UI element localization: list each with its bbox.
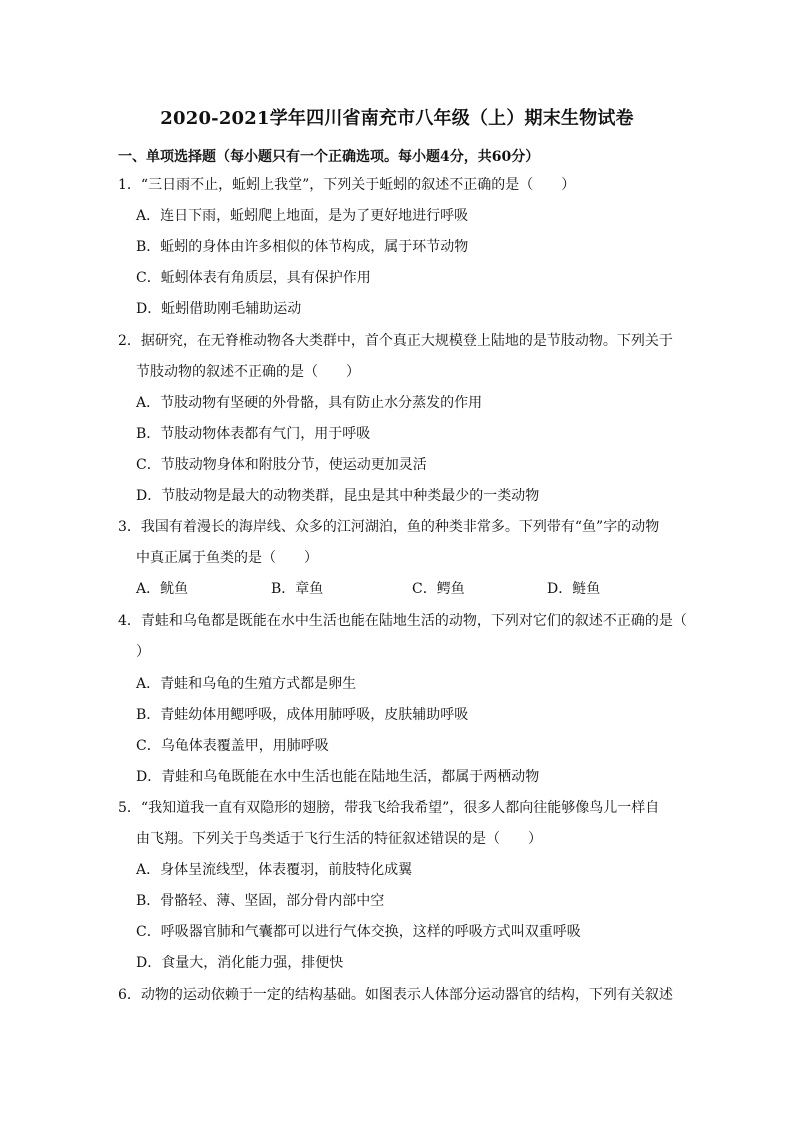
- question-2-option-a: A．节肢动物有坚硬的外骨骼，具有防止水分蒸发的作用: [136, 395, 483, 411]
- question-3-stem-line-1: 3．我国有着漫长的海岸线、众多的江河湖泊，鱼的种类非常多。下列带有“鱼”字的动物: [118, 519, 660, 535]
- question-4-option-a: A．青蛙和乌龟的生殖方式都是卵生: [136, 676, 357, 692]
- question-4-option-c: C．乌龟体表覆盖甲，用肺呼吸: [136, 738, 329, 754]
- question-4-option-b: B．青蛙幼体用鳃呼吸，成体用肺呼吸，皮肤辅助呼吸: [136, 707, 469, 723]
- section-heading: 一、单项选择题（每小题只有一个正确选项。每小题4分，共60分）: [118, 149, 540, 165]
- question-1-stem: 1．“三日雨不止，蚯蚓上我堂”，下列关于蚯蚓的叙述不正确的是（ ）: [118, 177, 576, 193]
- question-3-option-a: A．鱿鱼: [136, 581, 189, 597]
- question-2-option-d: D．节肢动物是最大的动物类群，昆虫是其中种类最少的一类动物: [136, 488, 540, 504]
- question-4-stem-line-2: ）: [136, 644, 150, 660]
- question-1-option-a: A．连日下雨，蚯蚓爬上地面，是为了更好地进行呼吸: [136, 208, 469, 224]
- question-3-option-c: C．鳄鱼: [412, 581, 465, 597]
- question-5-option-b: B．骨骼轻、薄、坚固，部分骨内部中空: [136, 893, 385, 909]
- question-2-option-c: C．节肢动物身体和附肢分节，使运动更加灵活: [136, 457, 427, 473]
- question-2-stem-line-1: 2．据研究，在无脊椎动物各大类群中，首个真正大规模登上陆地的是节肢动物。下列关于: [118, 333, 673, 349]
- question-5-stem-line-1: 5．“我知道我一直有双隐形的翅膀，带我飞给我希望”，很多人都向往能够像鸟儿一样自: [118, 800, 660, 816]
- question-2-stem-line-2: 节肢动物的叙述不正确的是（ ）: [136, 364, 360, 380]
- question-6-stem-line-1: 6．动物的运动依赖于一定的结构基础。如图表示人体部分运动器官的结构，下列有关叙述: [118, 987, 673, 1003]
- question-5-option-d: D．食量大，消化能力强，排便快: [136, 955, 344, 971]
- exam-title: 2020-2021学年四川省南充市八年级（上）期末生物试卷: [160, 108, 634, 129]
- question-4-stem-line-1: 4．青蛙和乌龟都是既能在水中生活也能在陆地生活的动物，下列对它们的叙述不正确的是（: [118, 613, 687, 629]
- question-1-option-d: D．蚯蚓借助刚毛辅助运动: [136, 301, 302, 317]
- question-1-option-c: C．蚯蚓体表有角质层，具有保护作用: [136, 270, 371, 286]
- question-5-option-c: C．呼吸器官肺和气囊都可以进行气体交换，这样的呼吸方式叫双重呼吸: [136, 924, 581, 940]
- question-3-stem-line-2: 中真正属于鱼类的是（ ）: [136, 550, 318, 566]
- question-2-option-b: B．节肢动物体表都有气门，用于呼吸: [136, 426, 371, 442]
- question-3-option-b: B．章鱼: [271, 581, 324, 597]
- question-1-option-b: B．蚯蚓的身体由许多相似的体节构成，属于环节动物: [136, 239, 469, 255]
- question-4-option-d: D．青蛙和乌龟既能在水中生活也能在陆地生活，都属于两栖动物: [136, 769, 540, 785]
- question-5-stem-line-2: 由飞翔。下列关于鸟类适于飞行生活的特征叙述错误的是（ ）: [136, 831, 542, 847]
- question-3-option-d: D．鲢鱼: [547, 581, 601, 597]
- question-5-option-a: A．身体呈流线型，体表覆羽，前肢特化成翼: [136, 862, 413, 878]
